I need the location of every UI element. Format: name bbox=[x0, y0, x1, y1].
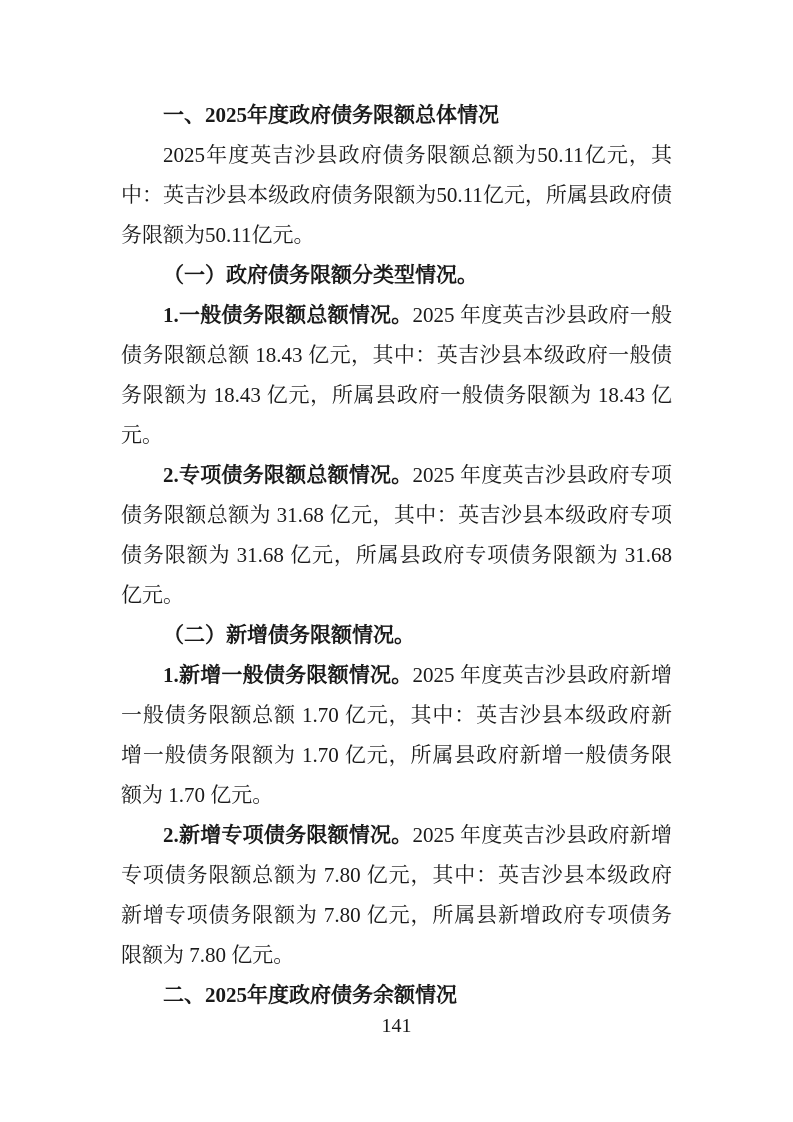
paragraph-text: 2025年度英吉沙县政府债务限额总额为50.11亿元，其中：英吉沙县本级政府债务限额为50.11亿元，所属县政府债务限额为50.11亿元。 bbox=[121, 143, 672, 247]
paragraph-general-debt-limit bbox=[121, 295, 672, 455]
subsection-heading-limit-by-type: （一）政府债务限额分类型情况。 bbox=[163, 263, 478, 287]
paragraph-new-general-debt-limit bbox=[121, 655, 672, 815]
paragraph-debt-limit-total bbox=[121, 135, 672, 255]
subsection-heading-new-debt-limit: （二）新增债务限额情况。 bbox=[163, 623, 415, 647]
paragraph-lead: 2.专项债务限额总额情况。 bbox=[163, 463, 413, 487]
paragraph-lead: 2.新增专项债务限额情况。 bbox=[163, 823, 413, 847]
page-number: 141 bbox=[381, 1015, 412, 1037]
paragraph-new-special-debt-limit bbox=[121, 815, 672, 975]
paragraph-text: 2025 年度英吉沙县政府专项债务限额总额为 31.68 亿元，其中：英吉沙县本级政府专项债务限额为 31.68 亿元，所属县政府专项债务限额为 31.68 亿元。 bbox=[121, 463, 673, 607]
document-body bbox=[121, 95, 672, 1015]
paragraph-special-debt-limit bbox=[121, 455, 672, 615]
paragraph-text: 2025 年度英吉沙县政府新增一般债务限额总额 1.70 亿元，其中：英吉沙县本级政府新增一般债务限额为 1.70 亿元，所属县政府新增一般债务限额为 1.70 亿元。 bbox=[121, 663, 673, 807]
paragraph-lead: 1.新增一般债务限额情况。 bbox=[163, 663, 413, 687]
paragraph-text: 2025 年度英吉沙县政府新增专项债务限额总额为 7.80 亿元，其中：英吉沙县本级政府新增专项债务限额为 7.80 亿元，所属县新增政府专项债务限额为 7.80 亿元。 bbox=[121, 823, 673, 967]
section-heading-debt-balance: 二、2025年度政府债务余额情况 bbox=[163, 983, 457, 1007]
paragraph-lead: 1.一般债务限额总额情况。 bbox=[163, 303, 413, 327]
paragraph-text: 2025 年度英吉沙县政府一般债务限额总额 18.43 亿元，其中：英吉沙县本级政府一般债务限额为 18.43 亿元，所属县政府一般债务限额为 18.43 亿元。 bbox=[121, 303, 673, 447]
section-heading-debt-limit-overview: 一、2025年度政府债务限额总体情况 bbox=[163, 103, 499, 127]
